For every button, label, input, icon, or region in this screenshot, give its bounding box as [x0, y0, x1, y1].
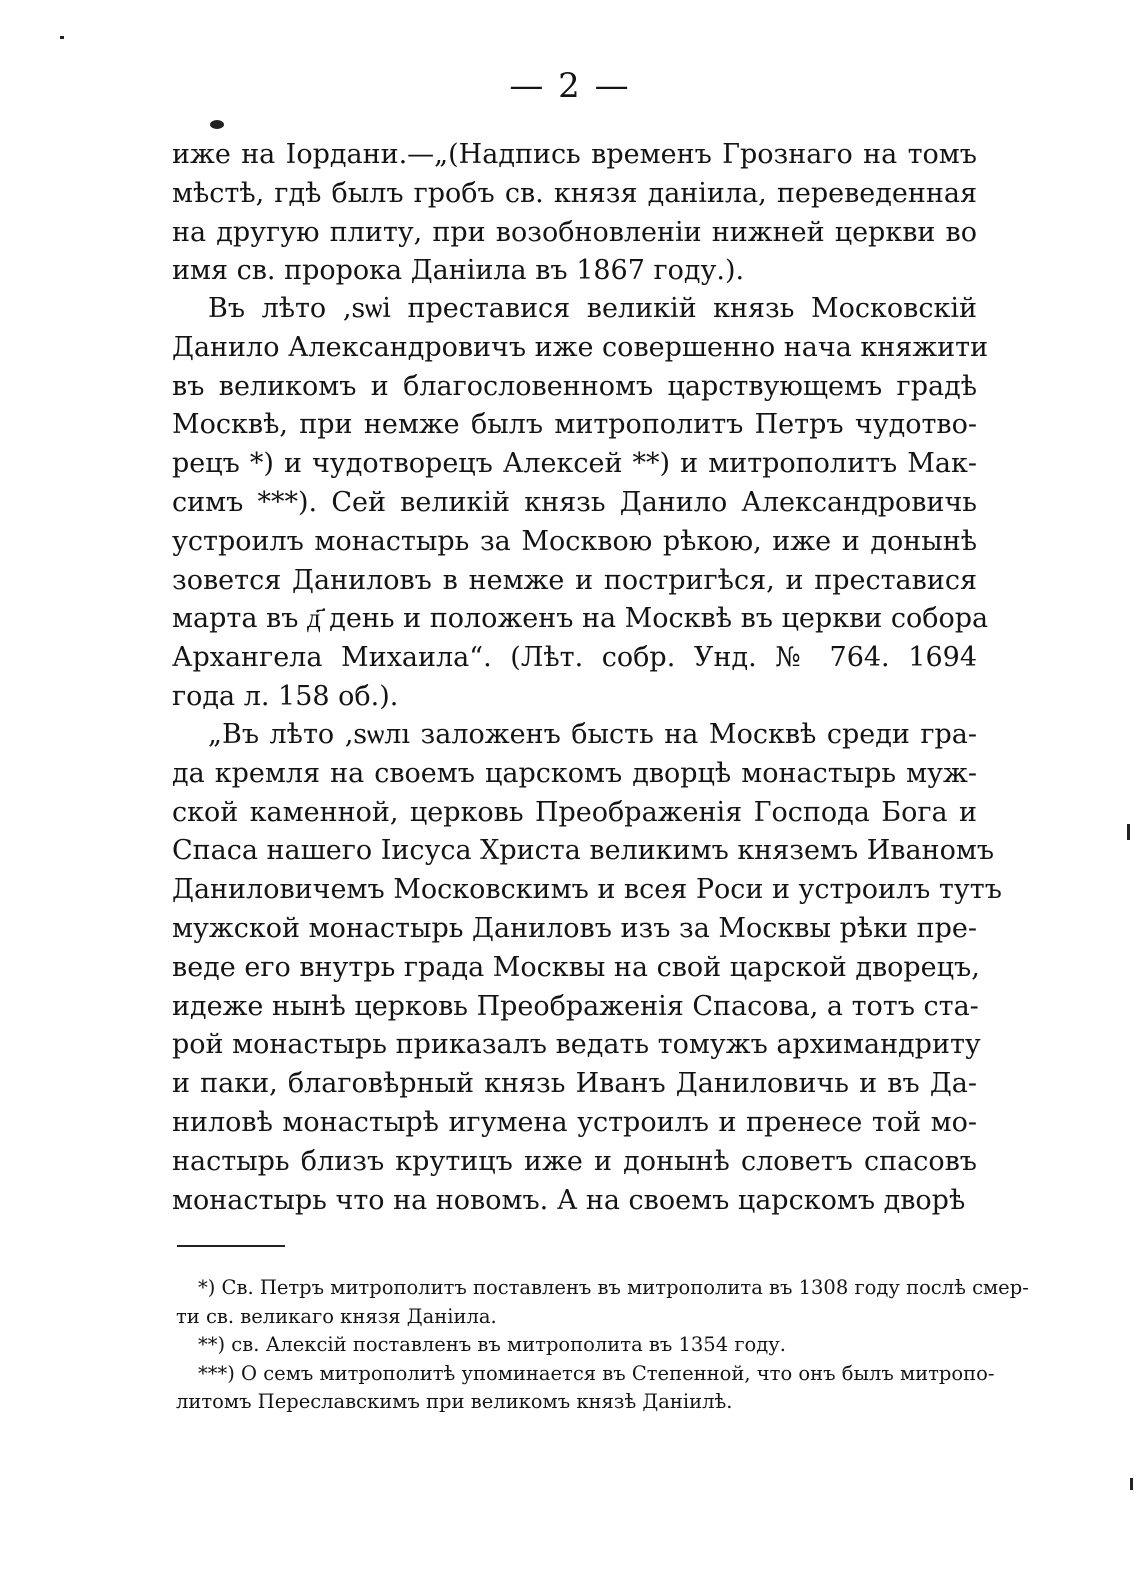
- scan-speck: [210, 120, 224, 129]
- text-line: рой монастырь приказалъ ведать томужъ архимандриту: [172, 1029, 981, 1061]
- text-line: ской каменной, церковь Преображенiя Господа Бога и: [172, 796, 977, 828]
- text-line: устроилъ монастырь за Москвою рѣкою, иже и донынѣ: [172, 525, 977, 557]
- text-line: Спаса нашего Іисуса Христа великимъ княземъ Иваномъ: [172, 835, 995, 867]
- text-line: веде его внутрь града Москвы на свой царской дворецъ,: [172, 951, 980, 983]
- footnote-line: *) Св. Петръ митрополитъ поставленъ въ митрополита въ 1308 году послѣ смер-: [198, 1276, 1029, 1299]
- text-line: монастырь что на новомъ. А на своемъ царскомъ дворѣ: [172, 1184, 966, 1216]
- footnote-line: ***) О семъ митрополитѣ упоминается въ Степенной, что онъ былъ митропо-: [198, 1361, 995, 1385]
- footnote-line: ти св. великаго князя Даніила.: [176, 1304, 497, 1328]
- paragraph-1: [172, 136, 977, 291]
- text-line: и паки, благовѣрный князь Иванъ Даниловичь и въ Да-: [172, 1068, 977, 1100]
- text-line: ниловѣ монастырѣ игумена устроилъ и пренесе той мо-: [172, 1106, 977, 1138]
- text-line: марта въ д҃ день и положенъ на Москвѣ въ церкви собора: [172, 603, 989, 635]
- text-line: мужской монастырь Даниловъ изъ за Москвы рѣки пре-: [172, 912, 977, 944]
- text-line: Москвѣ, при немже былъ митрополитъ Петръ чудотво-: [172, 409, 977, 441]
- text-line: идеже нынѣ церковь Преображенiя Спасова, а тотъ ста-: [172, 990, 979, 1022]
- text-line: года л. 158 об.).: [172, 680, 399, 712]
- page-number: — 2 —: [509, 66, 631, 106]
- text-line: Въ лѣто ‚ѕѡі преставися великiй князь Московскiй: [208, 293, 977, 324]
- text-line: на другую плиту, при возобновленiи нижней церкви во: [172, 216, 977, 248]
- text-line: Архангела Михаила“. (Лѣт. собр. Унд. № 764. 1694: [172, 642, 977, 674]
- text-line: имя св. пророка Даніила въ 1867 году.).: [172, 255, 745, 287]
- text-line: иже на Іордани.—„(Надпись временъ Грознаго на томъ: [172, 139, 977, 170]
- text-line: настырь близъ крутицъ иже и донынѣ словетъ спасовъ: [172, 1145, 977, 1177]
- footnote-line: **) св. Алексiй поставленъ въ митрополита въ 1354 году.: [198, 1333, 786, 1356]
- scan-speck: [1127, 824, 1130, 840]
- text-line: въ великомъ и благословенномъ царствующемъ градѣ: [172, 370, 977, 402]
- footnotes: [176, 1274, 1029, 1417]
- paragraph-2: [172, 290, 989, 717]
- text-line: зовется Даниловъ в немже и постригѣся, и преставися: [172, 564, 977, 596]
- paragraph-3: [172, 716, 1002, 1220]
- scan-speck: [1130, 1478, 1133, 1490]
- footnote-line: литомъ Переславскимъ при великомъ князѣ Даніилѣ.: [176, 1390, 733, 1413]
- text-line: мѣстѣ, гдѣ былъ гробъ св. князя данiила, переведенная: [172, 177, 977, 209]
- text-line: „Въ лѣто ‚ѕѡлı заложенъ бысть на Москвѣ среди гра-: [208, 719, 977, 750]
- text-line: Даниловичемъ Московскимъ и всея Роси и устроилъ тутъ: [172, 874, 1002, 906]
- text-line: Данило Александровичъ иже совершенно нача княжити: [172, 331, 989, 363]
- footnote-divider: [177, 1245, 285, 1247]
- text-line: рецъ *) и чудотворецъ Алексей **) и митрополитъ Мак-: [172, 448, 977, 480]
- text-line: симъ ***). Сей великiй князь Данило Александровичь: [172, 486, 977, 518]
- text-line: да кремля на своемъ царскомъ дворцѣ монастырь муж-: [172, 757, 977, 789]
- scan-speck: [60, 36, 64, 39]
